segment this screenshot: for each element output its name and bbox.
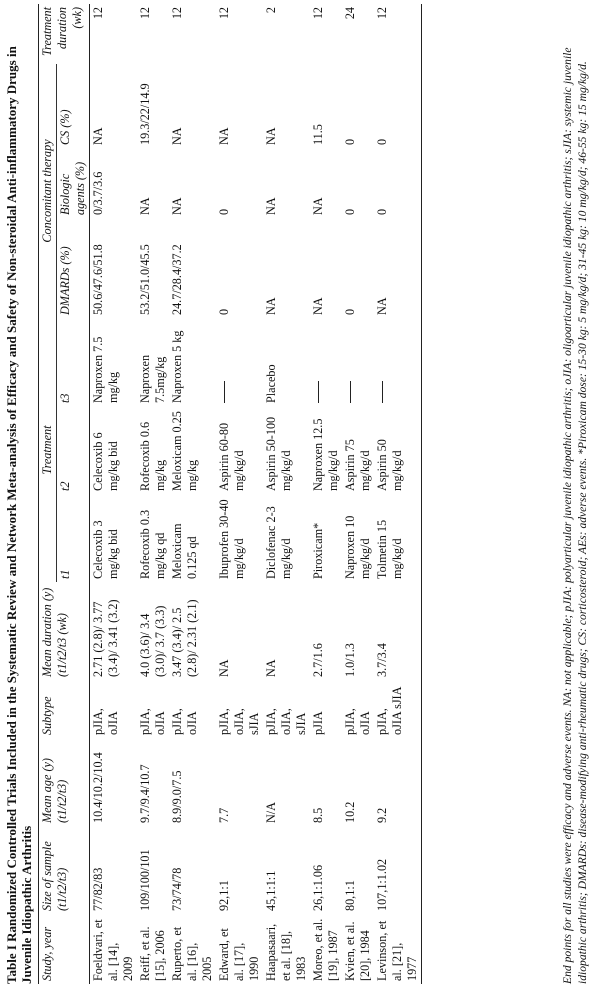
cell-duration: 3.47 (3.4)/ 2.5 (2.8)/ 2.31 (2.1) [170, 599, 199, 677]
cell-t2: Rofecoxib 0.6 mg/kg [138, 421, 167, 491]
cell-study: Foeldvari, et al. [14], 2009 [91, 919, 135, 981]
cell-biologic: 0 [343, 208, 357, 215]
cell-duration: 2.71 (2.8)/ 3.77 (3.4)/ 3.41 (3.2) [91, 599, 120, 677]
cell-biologic: 0 [217, 208, 231, 215]
empty-dash [318, 381, 319, 403]
header-t3: t3 [58, 393, 72, 403]
cell-biologic: NA [138, 197, 152, 215]
cell-cs: 19.3/22/14.9 [138, 83, 152, 145]
cell-cs: 0 [375, 138, 389, 145]
header-subtype: Subtype [40, 696, 54, 735]
header-size: Size of sample (t1/t2/t3) [40, 841, 69, 911]
cell-t2: Aspirin 60-80 mg/kg/d [217, 422, 246, 491]
cell-t3: Naproxen 5 kg [170, 330, 184, 403]
cell-duration: 2.7/1.6 [311, 643, 325, 677]
cell-wk: 12 [311, 6, 325, 20]
cell-age: 10.4/10.2/10.4 [91, 752, 105, 823]
cell-size: 107,1:1.02 [375, 858, 389, 911]
cell-subtype: pJIA [311, 711, 325, 735]
cell-t1: Celecoxib 3 mg/kg bid [91, 520, 120, 579]
cell-t3: Naproxen 7.5mg/kg [138, 354, 167, 403]
cell-t1: Diclofenac 2-3 mg/kg/d [264, 506, 293, 579]
cell-size: 109/100/101 [138, 849, 152, 911]
cell-age: 8.5 [311, 807, 325, 823]
empty-dash [382, 381, 383, 403]
header-age: Mean age (y) (t1/t2/t3) [40, 758, 69, 823]
cell-dmards: NA [311, 297, 325, 315]
cell-study: Haapasaari, et al. [18], 1983 [264, 923, 308, 981]
header-treatment-group: Treatment [39, 318, 57, 582]
cell-dmards: 50.6/47.6/51.8 [91, 244, 105, 315]
header-biologic: Biologic agents (%) [58, 161, 87, 215]
cell-cs: NA [170, 127, 184, 145]
cell-dmards: NA [375, 297, 389, 315]
cell-dmards: 53.2/51.0/45.5 [138, 244, 152, 315]
cell-study: Ruperto, et al. [16], 2005 [170, 926, 214, 981]
cell-wk: 12 [170, 6, 184, 20]
table-row [263, 4, 310, 984]
cell-biologic: 0/3.7/3.6 [91, 171, 105, 215]
cell-age: 7.7 [217, 807, 231, 823]
cell-size: 45,1:1:1 [264, 870, 278, 911]
cell-subtype: pJIA, oJIA sJIA [375, 686, 404, 735]
cell-study: Levinson, et al. [21], 1977 [375, 920, 419, 981]
header-duration: Mean duration (y) (t1/t2/t3 (wk) [40, 587, 69, 677]
cell-duration: 4.0 (3.6)/ 3.4 (3.0)/ 3.7 (3.3) [138, 605, 167, 677]
cell-t3 [216, 318, 263, 406]
cell-t3: Naproxen 7.5 mg/kg [91, 336, 120, 403]
table-row [216, 4, 263, 984]
cell-t2: Celecoxib 6 mg/kg bid [91, 432, 120, 491]
cell-t1: Tolmetin 15 mg/kg/d [375, 519, 404, 579]
empty-dash [350, 381, 351, 403]
cell-t1: Piroxicam* [311, 522, 325, 579]
cell-subtype: pJIA, oJIA [170, 708, 199, 735]
header-study: Study, year [40, 926, 54, 981]
cell-subtype: pJIA, oJIA, sJIA [264, 708, 308, 735]
cell-biologic: NA [264, 197, 278, 215]
cell-age: 9.2 [375, 807, 389, 823]
table-row [169, 4, 216, 984]
cell-t3 [374, 318, 422, 406]
cell-duration: NA [217, 659, 231, 677]
cell-wk: 12 [138, 6, 152, 20]
cell-age: 8.9/9.0/7.5 [170, 770, 184, 823]
cell-age: 10.2 [343, 801, 357, 823]
cell-wk: 24 [343, 6, 357, 20]
cell-cs: NA [91, 127, 105, 145]
table-row [90, 4, 138, 984]
cell-t1: Ibuprofen 30-40 mg/kg/d [217, 499, 246, 579]
cell-duration: 1.0/1.3 [343, 643, 357, 677]
table-row [374, 4, 422, 984]
header-t2: t2 [58, 481, 72, 491]
cell-wk: 12 [91, 6, 105, 20]
cell-dmards: 0 [217, 308, 231, 315]
table-row [342, 4, 374, 984]
cell-subtype: pJIA, oJIA [138, 708, 167, 735]
cell-t1: Meloxicam 0.125 qd [170, 523, 199, 579]
cell-subtype: pJIA, oJIA, sJIA [217, 708, 261, 735]
cell-t3: Placebo [264, 364, 278, 403]
cell-study: Reiff, et al. [15], 2006 [138, 926, 167, 981]
cell-size: 80,1:1 [343, 880, 357, 911]
empty-dash [224, 381, 225, 403]
cell-age: 9.7/9.4/10.7 [138, 764, 152, 823]
header-treatment-duration: Treatment duration (wk) [40, 6, 84, 56]
cell-study: Moreo, et al. [19], 1987 [311, 918, 340, 981]
header-concomitant-group: Concomitant therapy [39, 64, 57, 318]
cell-size: 73/74/78 [170, 867, 184, 911]
table-body [90, 4, 422, 984]
cell-t2: Aspirin 50-100 mg/kg/d [264, 416, 293, 491]
cell-t3 [342, 318, 374, 406]
header-cs: CS (%) [58, 109, 72, 145]
cell-size: 92,1:1 [217, 880, 231, 911]
cell-cs: 11.5 [311, 124, 325, 145]
cell-biologic: NA [170, 197, 184, 215]
cell-t2: Aspirin 50 mg/kg/d [375, 439, 404, 491]
cell-size: 26,1:1.06 [311, 864, 325, 911]
cell-subtype: pJIA, oJIA [91, 708, 120, 735]
cell-duration: NA [264, 659, 278, 677]
cell-t2: Aspirin 75 mg/kg/d [343, 439, 372, 491]
cell-t2: Meloxicam 0.25 mg/kg [170, 411, 199, 491]
cell-t3 [310, 318, 342, 406]
trials-table [38, 4, 422, 984]
cell-dmards: 24.7/28.4/37.2 [170, 244, 184, 315]
cell-age: N/A [264, 802, 278, 823]
table-title: Table I Randomized Controlled Trials Included in the Systematic Review and Network Meta-analysis of Efficacy and Safety of Non-steroidal Anti-inflammatory Drugs in Juvenile Idiopathic Arthritis [4, 46, 34, 984]
cell-duration: 3.7/3.4 [375, 643, 389, 677]
header-t1: t1 [58, 569, 72, 579]
cell-wk: 12 [217, 6, 231, 20]
header-dmards: DMARDs (%) [58, 246, 72, 315]
cell-dmards: NA [264, 297, 278, 315]
cell-cs: 0 [343, 138, 357, 145]
cell-study: Edward, et al. [17], 1990 [217, 928, 261, 981]
cell-study: Kvien, et al. [20], 1984 [343, 921, 372, 981]
cell-cs: NA [217, 127, 231, 145]
table-row [137, 4, 169, 984]
cell-subtype: pJIA, oJIA [343, 708, 372, 735]
cell-wk: 12 [375, 6, 389, 20]
cell-t1: Rofecoxib 0.3 mg/kg qd [138, 509, 167, 579]
cell-dmards: 0 [343, 308, 357, 315]
cell-biologic: NA [311, 197, 325, 215]
table-footnote: End points for all studies were efficacy and adverse events. NA: not applicable; pJIA: polyarticular juvenile idiopathic arthritis; oJIA: oligoarticular juvenile idiopathic arthritis; sJIA: systemic juvenile idiopathic arthritis; DMARDs: disease-modifying anti-rheumatic drugs; CS: corticosteroid; AEs: adverse events. *Piroxicam dose: 15-30 kg: 5 mg/kg/d; 31-45 kg: 10 mg/kg/d; 46-55 kg: 15 mg/kg/d. [561, 47, 589, 984]
cell-t1: Naproxen 10 mg/kg/d [343, 515, 372, 579]
table-row [310, 4, 342, 984]
cell-size: 77/82/83 [91, 867, 105, 911]
cell-biologic: 0 [375, 208, 389, 215]
cell-t2: Naproxen 12.5 mg/kg/d [311, 418, 340, 491]
cell-cs: NA [264, 127, 278, 145]
cell-wk: 2 [264, 6, 278, 14]
